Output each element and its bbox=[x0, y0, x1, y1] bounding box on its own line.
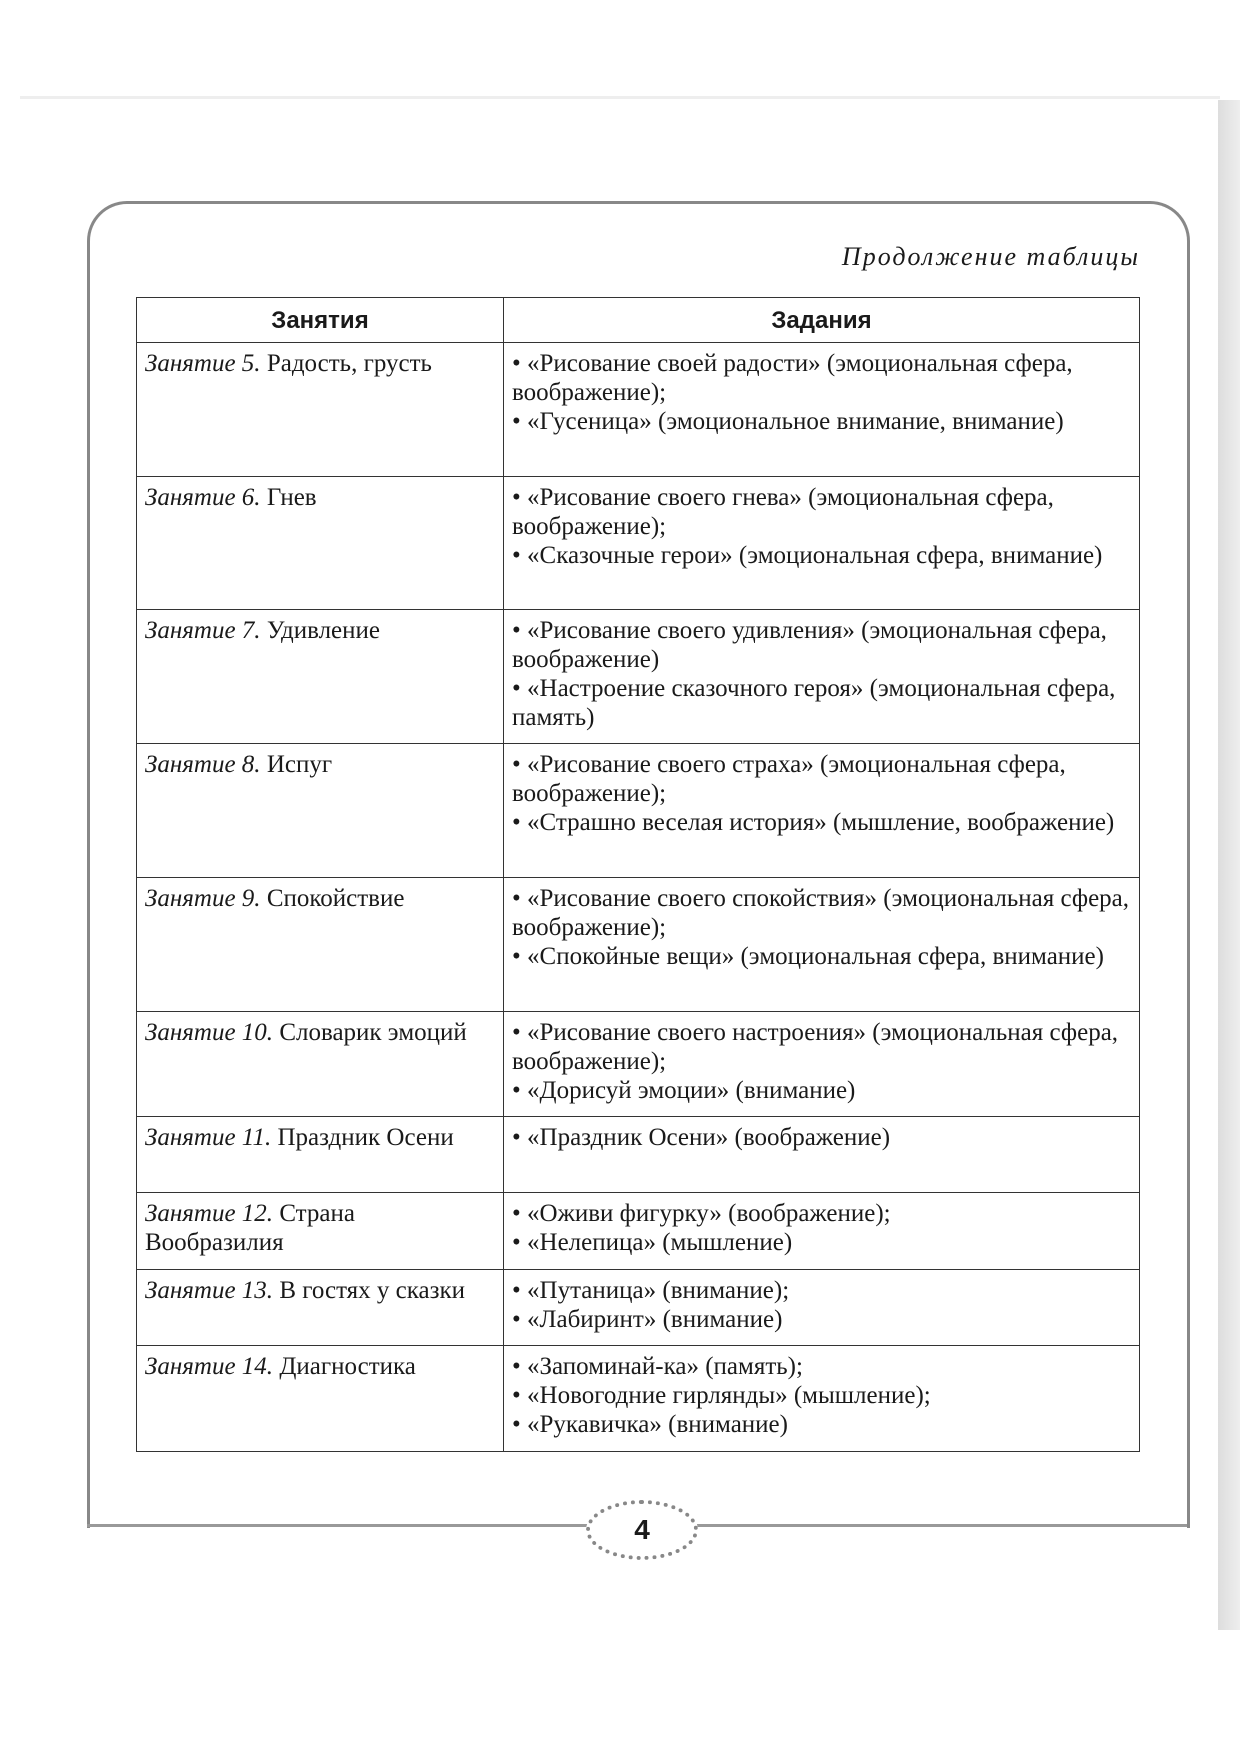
lesson-number: Занятие 10. bbox=[145, 1019, 274, 1046]
task-item: • «Оживи фигурку» (воображение); bbox=[512, 1199, 1131, 1228]
lesson-cell bbox=[137, 1346, 504, 1452]
task-item: • «Гусеница» (эмоциональное внимание, внимание) bbox=[512, 407, 1131, 436]
lesson-title: В гостях у сказки bbox=[279, 1277, 466, 1304]
lesson-title: Радость, грусть bbox=[266, 350, 432, 377]
table-row bbox=[137, 744, 1140, 878]
tasks-cell bbox=[504, 878, 1140, 1012]
task-item: • «Рукавичка» (внимание) bbox=[512, 1410, 1131, 1439]
task-item: • «Рисование своей радости» (эмоциональная сфера, воображение); bbox=[512, 349, 1131, 407]
lesson-title: Удивление bbox=[266, 617, 381, 644]
table-row bbox=[137, 477, 1140, 610]
lesson-title: Спокойствие bbox=[266, 885, 405, 912]
task-item: • «Лабиринт» (внимание) bbox=[512, 1305, 1131, 1334]
tasks-cell bbox=[504, 1117, 1140, 1193]
lesson-title: Гнев bbox=[266, 484, 317, 511]
task-item: • «Рисование своего гнева» (эмоциональная сфера, воображение); bbox=[512, 483, 1131, 541]
lesson-title: Испуг bbox=[266, 751, 333, 778]
task-item: • «Рисование своего настроения» (эмоциональная сфера, воображение); bbox=[512, 1018, 1131, 1076]
task-item: • «Рисование своего спокойствия» (эмоциональная сфера, воображение); bbox=[512, 884, 1131, 942]
lessons-table bbox=[136, 297, 1140, 1452]
tasks-cell bbox=[504, 744, 1140, 878]
lesson-title: Праздник Осени bbox=[277, 1124, 454, 1151]
lesson-number: Занятие 13. bbox=[145, 1277, 274, 1304]
task-item: • «Рисование своего страха» (эмоциональная сфера, воображение); bbox=[512, 750, 1131, 808]
task-item: • «Запоминай-ка» (память); bbox=[512, 1352, 1131, 1381]
task-item: • «Путаница» (внимание); bbox=[512, 1276, 1131, 1305]
lesson-cell bbox=[137, 744, 504, 878]
task-item: • «Новогодние гирлянды» (мышление); bbox=[512, 1381, 1131, 1410]
table-caption: Продолжение таблицы bbox=[841, 242, 1140, 271]
table-row bbox=[137, 1117, 1140, 1193]
table-row bbox=[137, 1346, 1140, 1452]
lesson-number: Занятие 9. bbox=[145, 885, 261, 912]
lesson-title: Страна Вообразилия bbox=[145, 1200, 355, 1256]
lesson-number: Занятие 7. bbox=[145, 617, 261, 644]
lesson-cell bbox=[137, 1193, 504, 1270]
lesson-number: Занятие 14. bbox=[145, 1353, 274, 1380]
table-row bbox=[137, 343, 1140, 477]
tasks-cell bbox=[504, 610, 1140, 744]
page-number: 4 bbox=[586, 1500, 698, 1560]
table-row bbox=[137, 1270, 1140, 1346]
table-row bbox=[137, 1193, 1140, 1270]
lesson-cell bbox=[137, 878, 504, 1012]
scan-edge bbox=[20, 96, 1220, 99]
tasks-cell bbox=[504, 343, 1140, 477]
tasks-cell bbox=[504, 477, 1140, 610]
task-item: • «Нелепица» (мышление) bbox=[512, 1228, 1131, 1257]
task-item: • «Сказочные герои» (эмоциональная сфера, внимание) bbox=[512, 541, 1131, 570]
task-item: • «Настроение сказочного героя» (эмоциональная сфера, память) bbox=[512, 674, 1131, 732]
lesson-title: Диагностика bbox=[279, 1353, 416, 1380]
header-tasks: Задания bbox=[504, 298, 1140, 343]
table-row bbox=[137, 878, 1140, 1012]
lesson-title: Словарик эмоций bbox=[279, 1019, 467, 1046]
task-item: • «Страшно веселая история» (мышление, воображение) bbox=[512, 808, 1131, 837]
lesson-cell bbox=[137, 1012, 504, 1117]
table-row bbox=[137, 610, 1140, 744]
header-lessons: Занятия bbox=[137, 298, 504, 343]
lesson-number: Занятие 6. bbox=[145, 484, 261, 511]
task-item: • «Дорисуй эмоции» (внимание) bbox=[512, 1076, 1131, 1105]
table-row bbox=[137, 1012, 1140, 1117]
task-item: • «Спокойные вещи» (эмоциональная сфера, внимание) bbox=[512, 942, 1131, 971]
lesson-cell bbox=[137, 1270, 504, 1346]
lesson-number: Занятие 12. bbox=[145, 1200, 274, 1227]
lesson-number: Занятие 5. bbox=[145, 350, 261, 377]
task-item: • «Рисование своего удивления» (эмоциональная сфера, воображение) bbox=[512, 616, 1131, 674]
lesson-cell bbox=[137, 477, 504, 610]
lesson-number: Занятие 11. bbox=[145, 1124, 272, 1151]
tasks-cell bbox=[504, 1270, 1140, 1346]
scan-edge-right bbox=[1218, 100, 1240, 1630]
tasks-cell bbox=[504, 1346, 1140, 1452]
lesson-cell bbox=[137, 1117, 504, 1193]
task-item: • «Праздник Осени» (воображение) bbox=[512, 1123, 1131, 1152]
lesson-number: Занятие 8. bbox=[145, 751, 261, 778]
table-header-row bbox=[137, 298, 1140, 343]
tasks-cell bbox=[504, 1193, 1140, 1270]
tasks-cell bbox=[504, 1012, 1140, 1117]
lesson-cell bbox=[137, 610, 504, 744]
lesson-cell bbox=[137, 343, 504, 477]
